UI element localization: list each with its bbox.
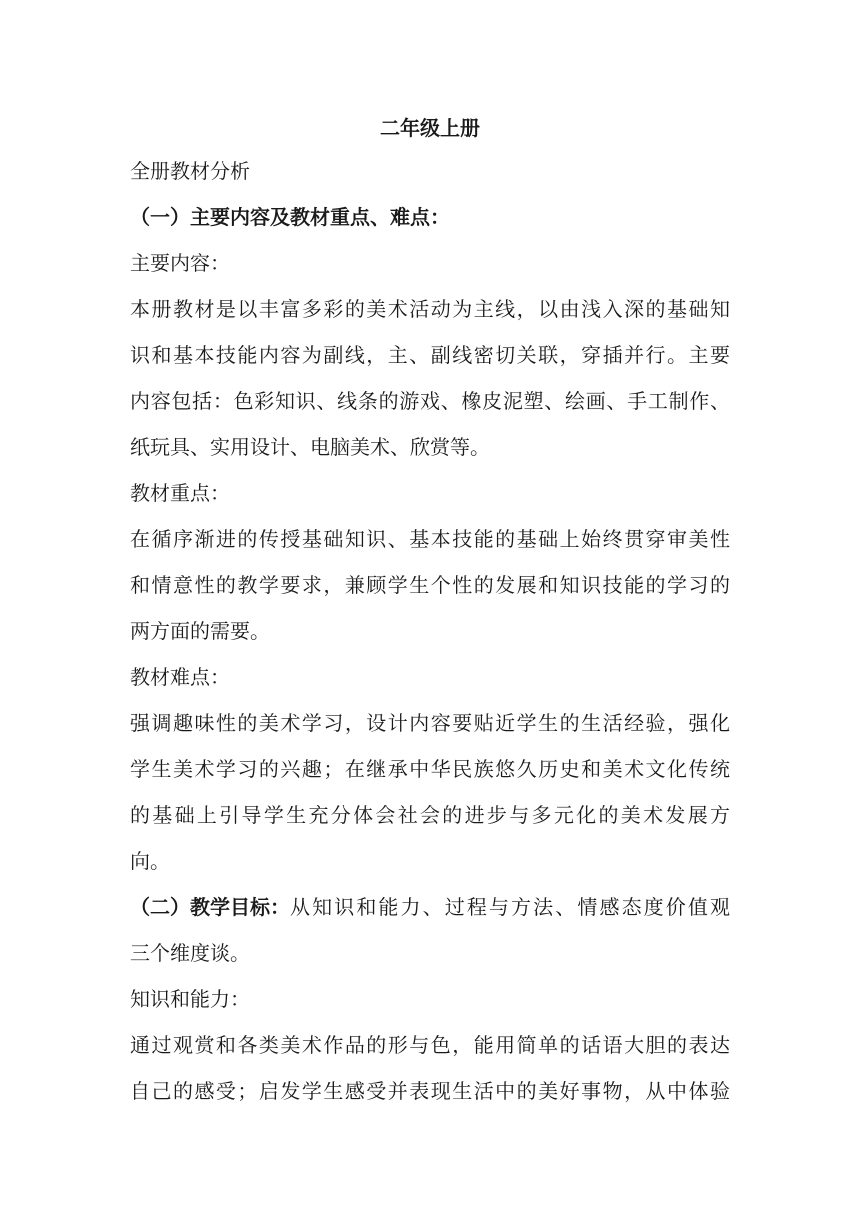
paragraph-line: 从知识和能力、过程与方法、情感态度价值观 <box>290 895 730 919</box>
document-title: 二年级上册 <box>380 116 480 140</box>
paragraph-line: 和情意性的教学要求，兼顾学生个性的发展和知识技能的学习的 <box>130 573 730 597</box>
paragraph-line: 自己的感受；启发学生感受并表现生活中的美好事物，从中体验 <box>130 1079 730 1103</box>
paragraph-line: 三个维度谈。 <box>130 941 250 965</box>
paragraph-knowledge-ability <box>130 1030 730 1106</box>
paragraph-line: 强调趣味性的美术学习，设计内容要贴近学生的生活经验，强化 <box>130 711 730 735</box>
subheading-main-content: 主要内容： <box>130 251 230 275</box>
subheading-key-points: 教材重点： <box>130 481 230 505</box>
paragraph-difficulties <box>130 708 730 876</box>
section-heading-teaching-goals: （二）教学目标： <box>130 895 290 919</box>
paragraph-line: 识和基本技能内容为副线，主、副线密切关联，穿插并行。主要 <box>130 343 730 367</box>
paragraph-line: 内容包括：色彩知识、线条的游戏、橡皮泥塑、绘画、手工制作、 <box>130 389 730 413</box>
paragraph-line: 通过观赏和各类美术作品的形与色，能用简单的话语大胆的表达 <box>130 1033 730 1057</box>
paragraph-line: 纸玩具、实用设计、电脑美术、欣赏等。 <box>130 435 490 459</box>
paragraph-line: 学生美术学习的兴趣；在继承中华民族悠久历史和美术文化传统 <box>130 757 730 781</box>
section-heading-main-content-key-points: （一）主要内容及教材重点、难点： <box>130 205 450 229</box>
paragraph-main-content <box>130 294 730 462</box>
paragraph-line: 两方面的需要。 <box>130 619 270 643</box>
paragraph-key-points <box>130 524 730 646</box>
subheading-knowledge-ability: 知识和能力： <box>130 987 250 1011</box>
paragraph-line: 向。 <box>130 849 170 873</box>
paragraph-line: 的基础上引导学生充分体会社会的进步与多元化的美术发展方 <box>130 803 730 827</box>
document-body <box>130 156 730 1122</box>
paragraph-line: 本册教材是以丰富多彩的美术活动为主线，以由浅入深的基础知 <box>130 297 730 321</box>
subheading-difficulties: 教材难点： <box>130 665 230 689</box>
section-heading-analysis: 全册教材分析 <box>130 159 250 183</box>
paragraph-line: 在循序渐进的传授基础知识、基本技能的基础上始终贯穿审美性 <box>130 527 730 551</box>
paragraph-teaching-goals <box>130 892 730 968</box>
